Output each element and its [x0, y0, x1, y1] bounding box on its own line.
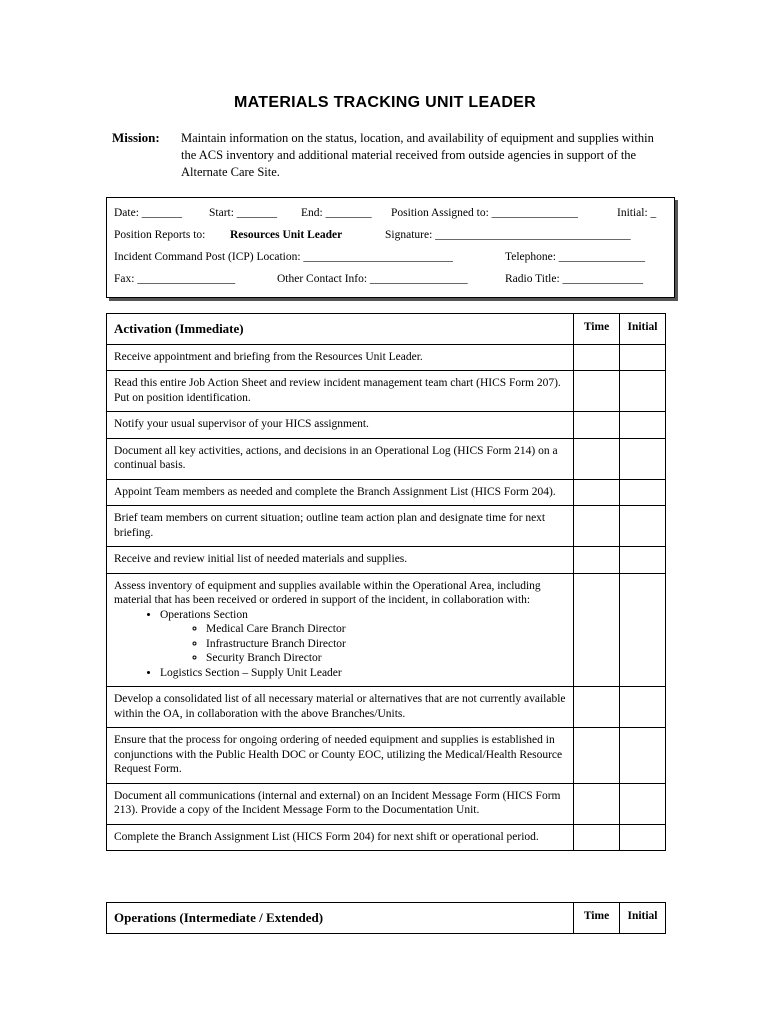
list-item-label: Operations Section	[160, 608, 248, 621]
initial-cell[interactable]	[620, 438, 666, 479]
task-text: Brief team members on current situation; outline team action plan and designate time for next briefing.	[107, 506, 574, 547]
initial-cell[interactable]	[620, 824, 666, 851]
other-contact-field[interactable]: Other Contact Info: _________________	[277, 273, 468, 285]
task-row	[107, 506, 666, 547]
radio-title-field[interactable]: Radio Title: ______________	[505, 273, 644, 285]
end-field[interactable]: End: ________	[301, 207, 372, 219]
list-item: ◦ Security Branch Director	[206, 651, 566, 666]
collaboration-list	[114, 608, 566, 681]
time-cell[interactable]	[574, 479, 620, 506]
task-text: Document all key activities, actions, and decisions in an Operational Log (HICS Form 214) on a continual basis.	[107, 438, 574, 479]
telephone-field[interactable]: Telephone: _______________	[505, 251, 646, 263]
signature-field[interactable]: Signature: __________________________________	[385, 229, 631, 241]
task-row	[107, 687, 666, 728]
activation-table	[106, 313, 666, 851]
date-field[interactable]: Date: _______	[114, 207, 183, 219]
mission-text: Maintain information on the status, location, and availability of equipment and supplies within the ACS inventory and additional material received from outside agencies in support of the Alternate Care Site.	[181, 131, 654, 179]
task-assess	[107, 573, 574, 687]
info-box	[106, 197, 675, 298]
initial-column-header: Initial	[620, 314, 666, 345]
task-text: Appoint Team members as needed and complete the Branch Assignment List (HICS Form 204).	[107, 479, 574, 506]
mission-label: Mission:	[112, 130, 160, 145]
initial-field[interactable]: Initial: _	[617, 207, 657, 219]
list-item	[160, 608, 566, 666]
task-row	[107, 824, 666, 851]
time-cell[interactable]	[574, 573, 620, 687]
initial-cell[interactable]	[620, 412, 666, 439]
initial-cell[interactable]	[620, 547, 666, 574]
task-row	[107, 573, 666, 687]
operations-table	[106, 902, 666, 934]
sub-list	[160, 622, 566, 666]
page-title: MATERIALS TRACKING UNIT LEADER	[233, 94, 537, 111]
initial-cell[interactable]	[620, 479, 666, 506]
list-item: ◦ Infrastructure Branch Director	[206, 637, 566, 652]
list-item: ◦ Medical Care Branch Director	[206, 622, 566, 637]
task-text: Read this entire Job Action Sheet and review incident management team chart (HICS Form 207). Put on position identification.	[107, 371, 574, 412]
time-column-header: Time	[574, 314, 620, 345]
task-text: Document all communications (internal and external) on an Incident Message Form (HICS Form 213). Provide a copy of the Incident Message Form to the Documentation Unit.	[107, 783, 574, 824]
task-row	[107, 371, 666, 412]
initial-cell[interactable]	[620, 783, 666, 824]
time-cell[interactable]	[574, 687, 620, 728]
list-item: • Logistics Section – Supply Unit Leader	[160, 666, 566, 681]
activation-heading: Activation (Immediate)	[107, 314, 574, 345]
initial-cell[interactable]	[620, 371, 666, 412]
time-cell[interactable]	[574, 728, 620, 784]
time-cell[interactable]	[574, 783, 620, 824]
task-row	[107, 344, 666, 371]
task-text: Develop a consolidated list of all necessary material or alternatives that are not currently available within the OA, in collaboration with the above Branches/Units.	[107, 687, 574, 728]
reports-to-value: Resources Unit Leader	[230, 229, 343, 241]
time-column-header: Time	[574, 903, 620, 934]
task-row	[107, 547, 666, 574]
operations-header-row	[107, 903, 666, 934]
task-row	[107, 783, 666, 824]
task-text: Complete the Branch Assignment List (HICS Form 204) for next shift or operational period.	[107, 824, 574, 851]
task-text: Assess inventory of equipment and supplies available within the Operational Area, including material that has been received or ordered in support of the incident, in collaboration with:	[114, 579, 541, 606]
task-row	[107, 412, 666, 439]
task-row	[107, 438, 666, 479]
initial-cell[interactable]	[620, 687, 666, 728]
task-text: Ensure that the process for ongoing ordering of needed equipment and supplies is established in conjunctions with the Public Health DOC or County EOC, utilizing the Medical/Health Resource Request Form.	[107, 728, 574, 784]
time-cell[interactable]	[574, 438, 620, 479]
initial-cell[interactable]	[620, 506, 666, 547]
start-field[interactable]: Start: _______	[209, 207, 278, 219]
initial-cell[interactable]	[620, 573, 666, 687]
time-cell[interactable]	[574, 371, 620, 412]
initial-cell[interactable]	[620, 344, 666, 371]
icp-location-field[interactable]: Incident Command Post (ICP) Location: __________________________	[114, 251, 453, 263]
activation-header-row	[107, 314, 666, 345]
task-row	[107, 479, 666, 506]
task-row	[107, 728, 666, 784]
position-assigned-field[interactable]: Position Assigned to: _______________	[391, 207, 578, 219]
fax-field[interactable]: Fax: _________________	[114, 273, 236, 285]
time-cell[interactable]	[574, 824, 620, 851]
time-cell[interactable]	[574, 547, 620, 574]
initial-cell[interactable]	[620, 728, 666, 784]
initial-column-header: Initial	[620, 903, 666, 934]
task-text: Receive and review initial list of needed materials and supplies.	[107, 547, 574, 574]
operations-heading: Operations (Intermediate / Extended)	[107, 903, 574, 934]
task-text: Receive appointment and briefing from the Resources Unit Leader.	[107, 344, 574, 371]
reports-to-label: Position Reports to:	[114, 229, 206, 241]
time-cell[interactable]	[574, 412, 620, 439]
task-text: Notify your usual supervisor of your HICS assignment.	[107, 412, 574, 439]
time-cell[interactable]	[574, 506, 620, 547]
time-cell[interactable]	[574, 344, 620, 371]
